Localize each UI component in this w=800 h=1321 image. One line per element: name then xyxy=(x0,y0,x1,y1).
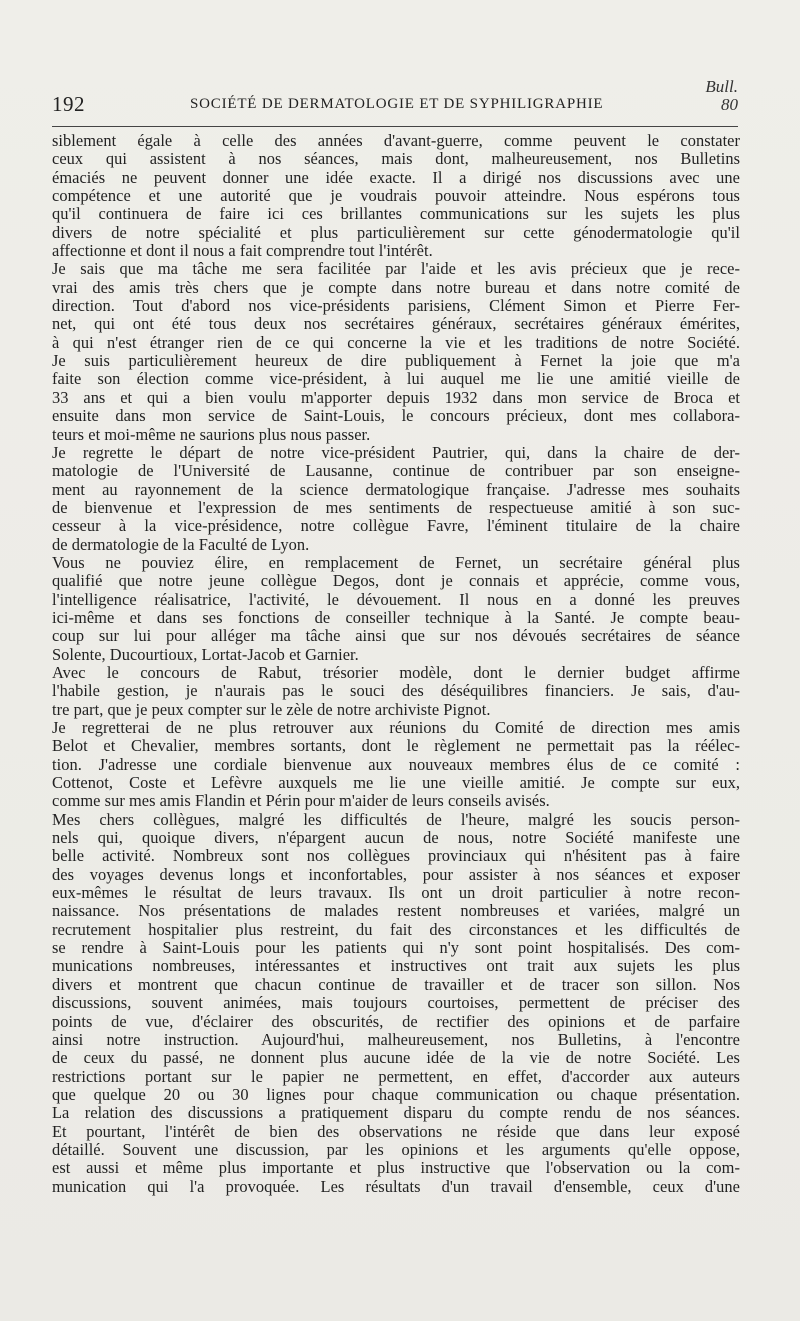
text-line: Je regrette le départ de notre vice-président Pautrier, qui, dans la chaire de der- xyxy=(52,443,740,462)
text-line: Je suis particulièrement heureux de dire publiquement à Fernet la joie que m'a xyxy=(52,352,740,371)
text-line: ceux qui assistent à nos séances, mais dont, malheureusement, nos Bulletins xyxy=(52,150,740,169)
text-line: Je regretterai de ne plus retrouver aux réunions du Comité de direction mes amis xyxy=(52,719,740,737)
shelf-mark-line2: 80 xyxy=(721,95,738,114)
text-line: Belot et Chevalier, membres sortants, dont le règlement ne permettait pas la réélec- xyxy=(52,737,740,756)
text-line: compétence et une autorité que je voudrais pouvoir atteindre. Nous espérons tous xyxy=(52,187,740,206)
text-line: points de vue, d'éclairer des obscurités, de rectifier des opinions et de parfaire xyxy=(52,1012,740,1031)
text-line: nels qui, quoique divers, n'épargent aucun de nous, notre Société manifeste une xyxy=(52,829,740,848)
text-line: Vous ne pouviez élire, en remplacement de Fernet, un secrétaire général plus xyxy=(52,553,740,572)
running-title: SOCIÉTÉ DE DERMATOLOGIE ET DE SYPHILIGRAPHIE xyxy=(190,96,604,112)
text-line: ment au rayonnement de la science dermatologique française. J'adresse mes souhaits xyxy=(52,480,740,499)
text-line: de bienvenue et l'expression de mes sentiments de respectueuse amitié à son suc- xyxy=(52,498,740,517)
text-line: naissance. Nos présentations de malades restent nombreuses et variées, malgré un xyxy=(52,902,740,921)
page-number: 192 xyxy=(52,92,85,116)
text-line: matologie de l'Université de Lausanne, continue de contribuer par son enseigne- xyxy=(52,462,740,481)
header-rule xyxy=(52,126,738,127)
text-line: ensuite dans mon service de Saint-Louis, le concours précieux, dont mes collabora- xyxy=(52,407,740,426)
text-line: est aussi et même plus importante et plus instructive que l'observation ou la com- xyxy=(52,1159,740,1178)
text-line: comme sur mes amis Flandin et Périn pour m'aider de leurs conseils avisés. xyxy=(52,792,550,811)
text-line: eux-mêmes le résultat de leurs travaux. Ils ont un droit particulier à notre recon- xyxy=(52,884,740,903)
text-line: belle activité. Nombreux sont nos collègues provinciaux qui n'hésitent pas à faire xyxy=(52,847,740,866)
text-line: Avec le concours de Rabut, trésorier modèle, dont le dernier budget affirme xyxy=(52,663,740,682)
body-text xyxy=(52,132,740,1196)
text-line: coup sur lui pour alléger ma tâche ainsi que sur nos dévoués secrétaires de séance xyxy=(52,627,740,646)
text-line: discussions, souvent animées, mais toujours courtoises, permettent de préciser des xyxy=(52,994,740,1013)
text-line: siblement égale à celle des années d'avant-guerre, comme peuvent le constater xyxy=(52,132,740,150)
text-line: Cottenot, Coste et Lefèvre auxquels me lie une vieille amitié. Je compte sur eux, xyxy=(52,774,740,793)
text-line: restrictions portant sur le papier ne permettent, en effet, d'accorder aux auteurs xyxy=(52,1067,740,1086)
text-line: divers de notre spécialité et plus particulièrement sur cette génodermatologie qu'il xyxy=(52,223,740,242)
text-line: Et pourtant, l'intérêt de bien des observations ne réside que dans leur exposé xyxy=(52,1122,740,1141)
text-line: net, qui ont été tous deux nos secrétaires généraux, secrétaires généraux émérites, xyxy=(52,315,740,334)
text-line: affectionne et dont il nous a fait comprendre tout l'intérêt. xyxy=(52,242,433,261)
text-line: de dermatologie de la Faculté de Lyon. xyxy=(52,535,310,554)
page-header xyxy=(52,92,740,122)
text-line: Mes chers collègues, malgré les difficultés de l'heure, malgré les soucis person- xyxy=(52,810,740,829)
text-line: cesseur à la vice-présidence, notre collègue Favre, l'éminent titulaire de la chaire xyxy=(52,517,740,536)
text-line: de ceux du passé, ne donnent plus aucune idée de la vie de notre Société. Les xyxy=(52,1049,740,1068)
text-line: détaillé. Souvent une discussion, par les opinions et les arguments qu'elle oppose, xyxy=(52,1140,740,1159)
text-line: recrutement hospitalier plus restreint, du fait des circonstances et les difficultés de xyxy=(52,920,740,939)
text-line: faite son élection comme vice-président, à lui auquel me lie une amitié vieille de xyxy=(52,370,740,389)
shelf-mark-line1: Bull. xyxy=(705,77,738,96)
text-line: munication qui l'a provoquée. Les résultats d'un travail d'ensemble, ceux d'une xyxy=(52,1177,740,1196)
text-line: des voyages devenus longs et inconfortables, pour assister à nos séances et exposer xyxy=(52,865,740,884)
text-line: qualifié que notre jeune collègue Degos, dont je connais et apprécie, comme vous, xyxy=(52,572,740,591)
text-line: Je sais que ma tâche me sera facilitée par l'aide et les avis précieux que je rece- xyxy=(52,260,740,279)
text-line: que quelque 20 ou 30 lignes pour chaque communication ou chaque présentation. xyxy=(52,1085,740,1104)
text-line: l'habile gestion, je n'aurais pas le souci des déséquilibres financiers. Je sais, d'au- xyxy=(52,682,740,701)
text-line: l'intelligence réalisatrice, l'activité, le dévouement. Il nous en a donné les preuves xyxy=(52,590,740,609)
text-line: La relation des discussions a pratiquement disparu du compte rendu de nos séances. xyxy=(52,1104,740,1123)
text-line: se rendre à Saint-Louis pour les patients qui n'y sont point hospitalisés. Des com- xyxy=(52,939,740,958)
text-line: munications nombreuses, intéressantes et instructives ont trait aux sujets les plus xyxy=(52,957,740,976)
text-line: vrai des amis très chers que je compte dans notre bureau et dans notre comité de xyxy=(52,278,740,297)
text-line: Solente, Ducourtioux, Lortat-Jacob et Garnier. xyxy=(52,645,359,664)
text-line: direction. Tout d'abord nos vice-présidents parisiens, Clément Simon et Pierre Fer- xyxy=(52,297,740,316)
text-line: à qui n'est étranger rien de ce qui concerne la vie et les traditions de notre Société. xyxy=(52,333,740,352)
text-line: qu'il continuera de faire ici ces brillantes communications sur les sujets les plus xyxy=(52,205,740,224)
text-line: tion. J'adresse une cordiale bienvenue aux nouveaux membres élus de ce comité : xyxy=(52,755,740,774)
text-line: ici-même et dans ses fonctions de conseiller technique à la Santé. Je compte beau- xyxy=(52,608,740,627)
text-line: 33 ans et qui a bien voulu m'apporter depuis 1932 dans mon service de Broca et xyxy=(52,388,740,407)
text-line: tre part, que je peux compter sur le zèle de notre archiviste Pignot. xyxy=(52,700,491,719)
text-line: ainsi notre instruction. Aujourd'hui, malheureusement, nos Bulletins, à l'encontre xyxy=(52,1030,740,1049)
text-line: émaciés ne peuvent donner une idée exacte. Il a dirigé nos discussions avec une xyxy=(52,168,740,187)
text-line: teurs et moi-même ne saurions plus nous passer. xyxy=(52,425,371,444)
text-line: divers et montrent que chacun continue de travailler et de tracer son sillon. Nos xyxy=(52,975,740,994)
